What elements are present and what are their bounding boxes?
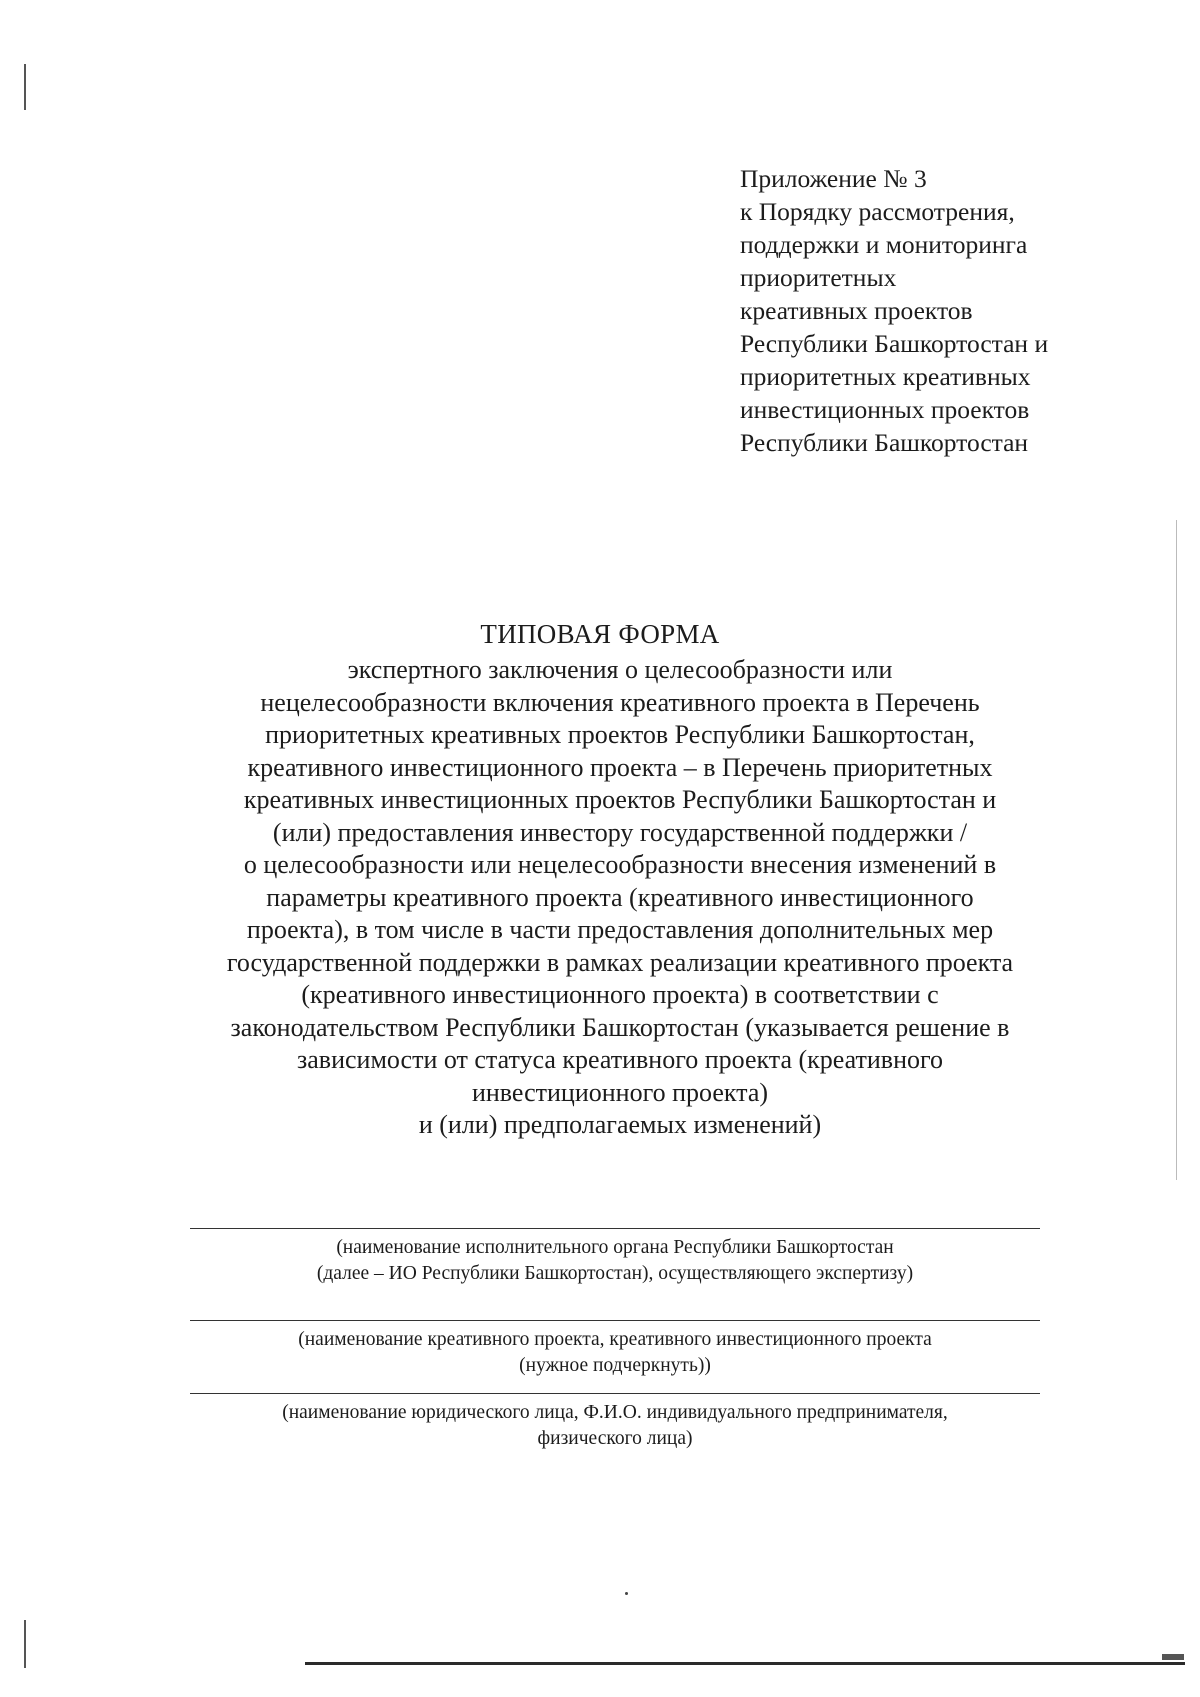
subtitle-line: экспертного заключения о целесообразности или (347, 655, 893, 684)
subtitle-line: инвестиционного проекта) (471, 1077, 769, 1107)
subtitle-line: зависимости от статуса креативного проекта (креативного (296, 1045, 943, 1074)
subtitle-line: законодательством Республики Башкортостан (указывается решение в (230, 1012, 1010, 1042)
scan-margin-mark (24, 1620, 26, 1668)
appendix-line: инвестиционных проектов (740, 395, 1030, 424)
appendix-line: приоритетных креативных (740, 362, 1031, 391)
scan-dot (625, 1592, 628, 1595)
appendix-line: поддержки и мониторинга (740, 230, 1028, 259)
subtitle-line: (креативного инвестиционного проекта) в соответствии с (301, 980, 939, 1009)
appendix-line: к Порядку рассмотрения, (740, 197, 1015, 226)
field-caption-line: физического лица) (537, 1428, 693, 1450)
form-title (0, 618, 1200, 651)
scan-margin-mark (24, 64, 26, 110)
subtitle-line: параметры креативного проекта (креативного инвестиционного (266, 882, 974, 912)
subtitle-line: приоритетных креативных проектов Республики Башкортостан, (265, 720, 975, 749)
project-name-field (190, 1320, 1040, 1379)
fill-in-line[interactable] (190, 1393, 1040, 1394)
subtitle-line: креативных инвестиционных проектов Республики Башкортостан и (243, 785, 997, 814)
subtitle-line: нецелесообразности включения креативного проекта в Перечень (260, 687, 980, 717)
executive-body-field (190, 1228, 1040, 1287)
appendix-line: Республики Башкортостан (740, 428, 1029, 457)
subtitle-line: о целесообразности или нецелесообразности внесения изменений в (243, 850, 997, 879)
appendix-line: Приложение № 3 (740, 164, 927, 193)
appendix-line: приоритетных (740, 263, 897, 292)
field-caption-line: (наименование юридического лица, Ф.И.О. индивидуального предпринимателя, (282, 1402, 948, 1424)
fill-in-line[interactable] (190, 1228, 1040, 1229)
form-subtitle (160, 654, 1080, 1142)
appendix-line: Республики Башкортостан и (740, 329, 1049, 358)
field-caption-line: (далее – ИО Республики Башкортостан), осуществляющего экспертизу) (316, 1263, 914, 1285)
appendix-line: креативных проектов (740, 296, 973, 325)
appendix-reference (740, 162, 1048, 459)
scan-bottom-mark (1162, 1654, 1184, 1660)
fill-in-line[interactable] (190, 1320, 1040, 1321)
field-caption (190, 1400, 1040, 1452)
subtitle-line: и (или) предполагаемых изменений) (418, 1110, 822, 1139)
field-caption-line: (наименование креативного проекта, креативного инвестиционного проекта (298, 1329, 932, 1351)
field-caption (190, 1235, 1040, 1287)
subtitle-line: государственной поддержки в рамках реализации креативного проекта (226, 947, 1014, 977)
subtitle-line: проекта), в том числе в части предоставления дополнительных мер (246, 915, 994, 944)
subtitle-line: креативного инвестиционного проекта – в Перечень приоритетных (247, 752, 993, 782)
subtitle-line: (или) предоставления инвестору государственной поддержки / (272, 817, 968, 847)
field-caption (190, 1327, 1040, 1379)
field-caption-line: (нужное подчеркнуть)) (519, 1355, 711, 1377)
scan-bottom-edge (305, 1662, 1185, 1665)
applicant-name-field (190, 1393, 1040, 1452)
field-caption-line: (наименование исполнительного органа Республики Башкортостан (336, 1237, 894, 1259)
form-title-text: ТИПОВАЯ ФОРМА (480, 619, 720, 649)
